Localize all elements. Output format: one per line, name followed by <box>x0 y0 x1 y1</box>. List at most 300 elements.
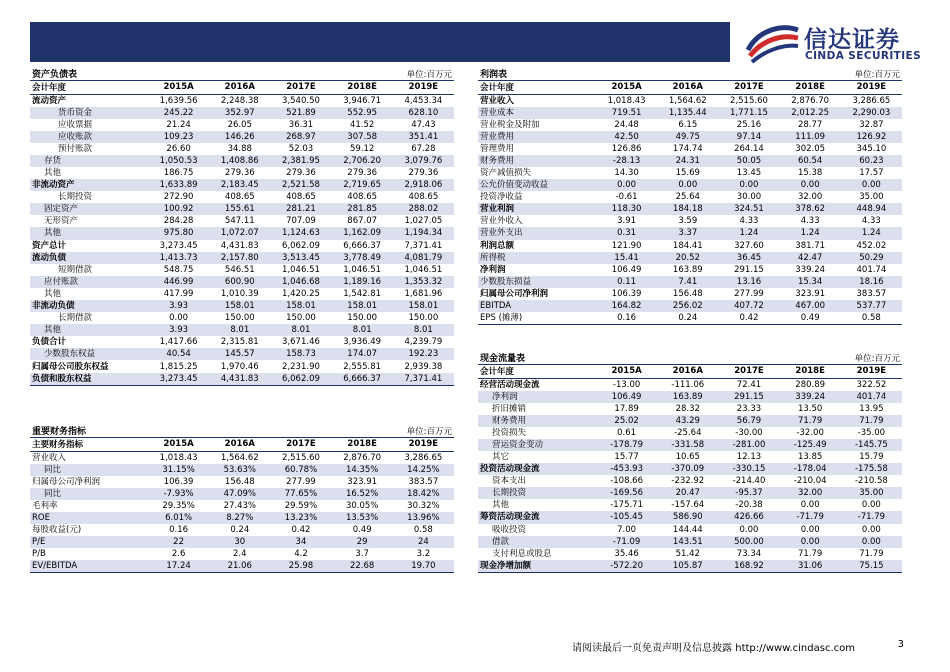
value-cell: 2,515.60 <box>282 452 320 463</box>
value-cell: 42.50 <box>596 131 657 143</box>
value-cell: 118.30 <box>596 203 657 215</box>
value-cell: 31.06 <box>780 560 841 573</box>
value-cell: -453.93 <box>596 463 657 475</box>
value-cell: 280.89 <box>795 379 826 390</box>
table-row <box>478 107 902 119</box>
value-cell: 26.60 <box>166 143 191 154</box>
value-cell: -71.09 <box>596 536 657 548</box>
value-cell: 0.42 <box>291 525 311 536</box>
value-cell: 28.77 <box>797 119 823 130</box>
value-cell: 184.41 <box>672 240 703 251</box>
year-header-cell: 2019E <box>841 81 902 94</box>
row-label: EPS (摊薄) <box>478 312 596 325</box>
row-label: 应收账款 <box>30 131 148 143</box>
value-cell: 417.99 <box>163 288 194 299</box>
row-label: 资本支出 <box>492 476 527 487</box>
table-row <box>30 94 454 107</box>
value-cell: 150.00 <box>347 313 378 324</box>
row-label: 每股收益(元) <box>32 525 82 536</box>
year-header-cell: 2019E <box>393 438 454 451</box>
value-cell: 0.16 <box>596 312 657 325</box>
value-cell: 2,876.70 <box>791 95 830 106</box>
value-cell: 6,666.37 <box>332 373 393 386</box>
row-label: 投资活动现金流 <box>478 463 596 475</box>
row-label: P/B <box>32 549 46 560</box>
value-cell: 8.27% <box>209 512 270 524</box>
value-cell: 192.23 <box>393 348 454 360</box>
value-cell: 1,564.62 <box>668 95 707 106</box>
row-label: 其它 <box>492 452 510 463</box>
row-label: 流动资产 <box>32 95 67 106</box>
value-cell: 24.48 <box>614 119 639 130</box>
table-row <box>478 179 902 191</box>
key-indicators-title: 重要财务指标 <box>32 427 87 437</box>
value-cell: 14.35% <box>332 464 393 476</box>
year-header-cell: 2017E <box>270 81 331 94</box>
balance-sheet-panel <box>30 64 454 386</box>
table-row <box>30 300 454 312</box>
footer-disclaimer: 请阅读最后一页免责声明及信息披露 http://www.cindasc.com <box>572 643 855 654</box>
value-cell: 6,666.37 <box>343 240 382 251</box>
value-cell: 2,183.45 <box>209 179 270 191</box>
value-cell: -71.79 <box>841 511 902 523</box>
page-footer <box>0 636 950 654</box>
value-cell: 15.77 <box>614 452 639 463</box>
value-cell: -32.00 <box>796 427 824 438</box>
value-cell: 32.87 <box>859 119 884 130</box>
value-cell: 0.24 <box>657 312 718 325</box>
table-row <box>478 548 902 560</box>
value-cell: -35.00 <box>857 427 886 438</box>
table-row <box>30 488 454 500</box>
value-cell: 279.36 <box>408 168 439 179</box>
income-statement-title: 利润表 <box>480 70 508 80</box>
value-cell: 2,231.90 <box>282 361 320 372</box>
row-label: 营业费用 <box>478 131 596 143</box>
value-cell: 1,046.68 <box>270 276 331 288</box>
value-cell: 408.65 <box>224 192 255 203</box>
value-cell: -572.20 <box>596 560 657 573</box>
value-cell: 323.91 <box>795 288 826 299</box>
value-cell: 111.09 <box>780 131 841 143</box>
table-row <box>30 312 454 324</box>
value-cell: 18.16 <box>841 276 902 288</box>
value-cell: 339.24 <box>780 391 841 403</box>
value-cell: 8.01 <box>209 324 270 336</box>
value-cell: -169.56 <box>596 487 657 499</box>
value-cell: 1,046.51 <box>343 264 382 275</box>
table-row <box>478 511 902 523</box>
value-cell: 272.90 <box>163 192 194 203</box>
value-cell: 36.45 <box>718 252 779 264</box>
value-cell: 1,124.63 <box>270 227 331 239</box>
value-cell: 324.51 <box>718 203 779 215</box>
table-row <box>478 487 902 499</box>
row-label: 营业外支出 <box>478 227 596 239</box>
value-cell: 547.11 <box>224 216 255 227</box>
value-cell: 288.02 <box>393 203 454 215</box>
header-row <box>478 81 902 94</box>
value-cell: 47.43 <box>411 119 436 130</box>
year-header-cell: 2017E <box>718 365 779 378</box>
value-cell: 448.94 <box>841 203 902 215</box>
row-label: 其他 <box>30 227 148 239</box>
row-label: 预付账款 <box>58 143 93 154</box>
value-cell: 867.07 <box>347 216 378 227</box>
table-row <box>30 167 454 179</box>
row-label: 其他 <box>492 500 510 511</box>
value-cell: 2,012.25 <box>780 107 841 119</box>
value-cell: 383.57 <box>856 288 887 299</box>
value-cell: 548.75 <box>163 264 194 275</box>
value-cell: 3,286.65 <box>404 452 443 463</box>
value-cell: -13.00 <box>612 379 641 390</box>
value-cell: 25.16 <box>736 119 762 130</box>
year-header-cell: 2018E <box>780 81 841 94</box>
row-label: 少数股东损益 <box>478 276 596 288</box>
value-cell: 323.91 <box>347 476 378 487</box>
value-cell: 1,189.16 <box>332 276 393 288</box>
table-row <box>30 324 454 336</box>
value-cell: 163.89 <box>657 391 718 403</box>
value-cell: 25.98 <box>270 560 331 573</box>
value-cell: 145.57 <box>209 348 270 360</box>
row-header-cell: 会计年度 <box>30 81 148 94</box>
year-header-cell: 2015A <box>596 81 657 94</box>
table-row <box>478 499 902 511</box>
table-row <box>478 475 902 487</box>
value-cell: -178.04 <box>780 463 841 475</box>
value-cell: 383.57 <box>408 476 439 487</box>
value-cell: 1,194.34 <box>393 227 454 239</box>
table-row <box>478 131 902 143</box>
value-cell: 3,286.65 <box>852 95 891 106</box>
key-indicators-table-body <box>30 451 454 573</box>
value-cell: 1,771.15 <box>718 107 779 119</box>
value-cell: 408.65 <box>408 192 439 203</box>
value-cell: 35.00 <box>841 487 902 499</box>
page-number: 3 <box>897 639 904 650</box>
value-cell: 975.80 <box>148 227 209 239</box>
table-row <box>30 464 454 476</box>
value-cell: 0.00 <box>841 179 902 191</box>
value-cell: 1,050.53 <box>148 155 209 167</box>
table-row <box>478 252 902 264</box>
value-cell: 24.31 <box>657 155 718 167</box>
header-row <box>478 365 902 378</box>
table-row <box>30 191 454 203</box>
row-label: 少数股东权益 <box>30 348 148 360</box>
table-row <box>30 107 454 119</box>
row-label: 利润总额 <box>480 240 515 251</box>
table-row <box>478 451 902 463</box>
row-label: 财务费用 <box>478 155 596 167</box>
row-label: 现金净增加额 <box>478 560 596 573</box>
value-cell: 29 <box>332 536 393 548</box>
company-logo <box>742 20 927 64</box>
balance-sheet-table <box>30 81 454 386</box>
row-label: 所得税 <box>478 252 596 264</box>
table-row <box>30 373 454 386</box>
value-cell: 1,408.86 <box>209 155 270 167</box>
value-cell: 13.45 <box>736 168 762 179</box>
year-header-cell: 2018E <box>332 438 393 451</box>
row-label: 非流动资产 <box>30 179 148 191</box>
table-row <box>478 227 902 239</box>
value-cell: 13.23% <box>270 512 331 524</box>
value-cell: 3,513.45 <box>270 252 331 264</box>
value-cell: 8.01 <box>393 324 454 336</box>
table-row <box>30 500 454 512</box>
value-cell: 0.11 <box>596 276 657 288</box>
value-cell: -25.64 <box>674 427 702 438</box>
value-cell: 100.92 <box>148 203 209 215</box>
value-cell: -95.37 <box>718 487 779 499</box>
header-row <box>30 81 454 94</box>
value-cell: 32.00 <box>780 487 841 499</box>
year-header-cell: 2015A <box>148 81 209 94</box>
value-cell: 106.49 <box>611 264 642 275</box>
cash-flow-table <box>478 365 902 573</box>
value-cell: 36.31 <box>288 119 314 130</box>
table-row <box>478 94 902 107</box>
value-cell: 20.52 <box>657 252 718 264</box>
year-header-cell: 2015A <box>596 365 657 378</box>
row-label: 营运资金变动 <box>478 439 596 451</box>
value-cell: 53.63% <box>209 464 270 476</box>
value-cell: 150.00 <box>286 313 316 324</box>
value-cell: 0.00 <box>718 179 779 191</box>
value-cell: 1.24 <box>718 227 779 239</box>
key-indicators-table-head <box>30 438 454 451</box>
table-row <box>478 463 902 475</box>
value-cell: 4,081.79 <box>393 252 454 264</box>
value-cell: 13.50 <box>797 403 823 414</box>
value-cell: 3,079.76 <box>393 155 454 167</box>
value-cell: 256.02 <box>657 300 718 312</box>
value-cell: 546.51 <box>224 264 255 275</box>
value-cell: 158.01 <box>209 300 270 312</box>
value-cell: 1,162.09 <box>332 227 393 239</box>
table-row <box>30 203 454 215</box>
row-label: 货币资金 <box>30 107 148 119</box>
value-cell: 109.23 <box>148 131 209 143</box>
value-cell: 279.36 <box>224 168 255 179</box>
income-statement-header <box>478 64 902 81</box>
value-cell: 60.23 <box>841 155 902 167</box>
value-cell: 467.00 <box>780 300 841 312</box>
row-label: 财务费用 <box>478 415 596 427</box>
value-cell: 1,046.51 <box>282 264 320 275</box>
value-cell: 3.37 <box>657 227 718 239</box>
value-cell: 352.97 <box>209 107 270 119</box>
value-cell: 13.96% <box>393 512 454 524</box>
cash-flow-panel <box>478 348 902 573</box>
table-row <box>30 264 454 276</box>
value-cell: 0.58 <box>841 312 902 325</box>
value-cell: 345.10 <box>856 143 887 154</box>
income-statement-table-head <box>478 81 902 94</box>
row-label: 其他 <box>44 288 62 299</box>
table-row <box>30 240 454 252</box>
value-cell: 121.90 <box>611 240 642 251</box>
table-row <box>478 288 902 300</box>
value-cell: 60.54 <box>780 155 841 167</box>
row-label: 应收票据 <box>58 119 93 130</box>
income-statement-panel <box>478 64 902 325</box>
row-label: 其他 <box>30 324 148 336</box>
table-row <box>30 451 454 464</box>
row-header-cell: 会计年度 <box>478 365 596 378</box>
row-label: 营业收入 <box>480 95 515 106</box>
value-cell: 4.33 <box>861 216 881 227</box>
income-statement-table <box>478 81 902 325</box>
value-cell: 25.02 <box>596 415 657 427</box>
key-indicators-unit: 单位:百万元 <box>406 427 452 437</box>
value-cell: 158.01 <box>393 300 454 312</box>
row-label: 投资损失 <box>492 427 527 438</box>
value-cell: 14.30 <box>614 168 639 179</box>
value-cell: 8.01 <box>332 324 393 336</box>
table-row <box>478 240 902 252</box>
value-cell: 67.28 <box>411 143 436 154</box>
value-cell: 72.41 <box>736 379 762 390</box>
value-cell: 2,381.95 <box>270 155 331 167</box>
year-header-cell: 2019E <box>393 81 454 94</box>
value-cell: 1,564.62 <box>220 452 259 463</box>
value-cell: 158.01 <box>270 300 331 312</box>
table-row <box>478 560 902 573</box>
value-cell: -71.79 <box>780 511 841 523</box>
cash-flow-unit: 单位:百万元 <box>854 354 900 364</box>
value-cell: 60.78% <box>270 464 331 476</box>
value-cell: 291.15 <box>734 264 764 275</box>
table-row <box>478 276 902 288</box>
value-cell: 0.58 <box>413 525 433 536</box>
value-cell: -157.64 <box>671 500 705 511</box>
value-cell: 500.00 <box>718 536 779 548</box>
row-label: 资产减值损失 <box>480 168 532 179</box>
table-row <box>30 360 454 372</box>
value-cell: 0.16 <box>169 525 189 536</box>
value-cell: 35.00 <box>859 192 884 203</box>
value-cell: 586.90 <box>657 511 718 523</box>
value-cell: 174.74 <box>672 143 703 154</box>
value-cell: 0.00 <box>861 500 881 511</box>
value-cell: 600.90 <box>209 276 270 288</box>
value-cell: 378.62 <box>780 203 841 215</box>
year-header-cell: 2016A <box>209 438 270 451</box>
value-cell: 408.65 <box>347 192 378 203</box>
value-cell: 0.00 <box>780 536 841 548</box>
value-cell: 30.00 <box>736 192 762 203</box>
table-row <box>478 215 902 227</box>
value-cell: 0.49 <box>352 525 372 536</box>
value-cell: 34.88 <box>227 143 252 154</box>
value-cell: 0.24 <box>230 525 250 536</box>
table-row <box>30 252 454 264</box>
header-band <box>30 22 730 62</box>
value-cell: 264.14 <box>734 143 764 154</box>
value-cell: 126.86 <box>611 143 642 154</box>
row-label: 管理费用 <box>480 143 515 154</box>
value-cell: 13.95 <box>859 403 884 414</box>
value-cell: 8.01 <box>270 324 331 336</box>
value-cell: 10.65 <box>675 452 700 463</box>
value-cell: 0.00 <box>800 500 820 511</box>
value-cell: 15.41 <box>596 252 657 264</box>
value-cell: 2,876.70 <box>343 452 382 463</box>
value-cell: -30.00 <box>735 427 763 438</box>
value-cell: 1,027.05 <box>404 216 443 227</box>
value-cell: 6.15 <box>678 119 698 130</box>
row-label: 借款 <box>478 536 596 548</box>
table-row <box>30 560 454 573</box>
value-cell: 73.34 <box>736 548 762 559</box>
value-cell: 2,939.38 <box>404 361 443 372</box>
value-cell: -214.40 <box>732 476 766 487</box>
value-cell: 1,815.25 <box>159 361 198 372</box>
row-label: EBITDA <box>478 300 596 312</box>
balance-sheet-title: 资产负债表 <box>32 70 78 80</box>
value-cell: 291.15 <box>718 391 779 403</box>
value-cell: 1,010.39 <box>220 288 259 299</box>
value-cell: 30 <box>209 536 270 548</box>
row-label: 归属母公司净利润 <box>480 288 549 299</box>
value-cell: 158.73 <box>270 348 331 360</box>
value-cell: 30.32% <box>407 500 440 511</box>
value-cell: 19.70 <box>393 560 454 573</box>
value-cell: -210.58 <box>854 476 888 487</box>
value-cell: 15.38 <box>797 168 823 179</box>
value-cell: 146.26 <box>209 131 270 143</box>
year-header-cell: 2019E <box>841 365 902 378</box>
row-label: 折旧摊销 <box>492 403 527 414</box>
value-cell: 281.85 <box>332 203 393 215</box>
value-cell: 1.24 <box>841 227 902 239</box>
value-cell: 279.36 <box>347 168 378 179</box>
value-cell: 26.05 <box>227 119 252 130</box>
value-cell: 1,135.44 <box>657 107 718 119</box>
table-row <box>478 415 902 427</box>
value-cell: 628.10 <box>393 107 454 119</box>
table-row <box>30 276 454 288</box>
value-cell: 2.6 <box>171 549 186 560</box>
value-cell: 2,918.06 <box>393 179 454 191</box>
value-cell: 41.52 <box>349 119 375 130</box>
value-cell: 3,671.46 <box>282 337 320 348</box>
value-cell: 23.33 <box>736 403 762 414</box>
value-cell: 1,353.32 <box>393 276 454 288</box>
value-cell: 0.31 <box>596 227 657 239</box>
cash-flow-table-head <box>478 365 902 378</box>
value-cell: 3.59 <box>678 216 698 227</box>
balance-sheet-table-head <box>30 81 454 94</box>
value-cell: 2,515.60 <box>730 95 768 106</box>
balance-sheet-unit: 单位:百万元 <box>406 70 452 80</box>
value-cell: 7.00 <box>617 524 637 535</box>
value-cell: 29.59% <box>284 500 318 511</box>
value-cell: -210.04 <box>793 476 827 487</box>
year-header-cell: 2016A <box>209 81 270 94</box>
row-label: 同比 <box>30 464 148 476</box>
row-label: 吸收投资 <box>492 524 527 535</box>
value-cell: 150.00 <box>224 313 255 324</box>
row-label: 其他 <box>44 168 62 179</box>
row-label: 营业利润 <box>478 203 596 215</box>
value-cell: 0.00 <box>861 524 881 535</box>
table-row <box>478 119 902 131</box>
